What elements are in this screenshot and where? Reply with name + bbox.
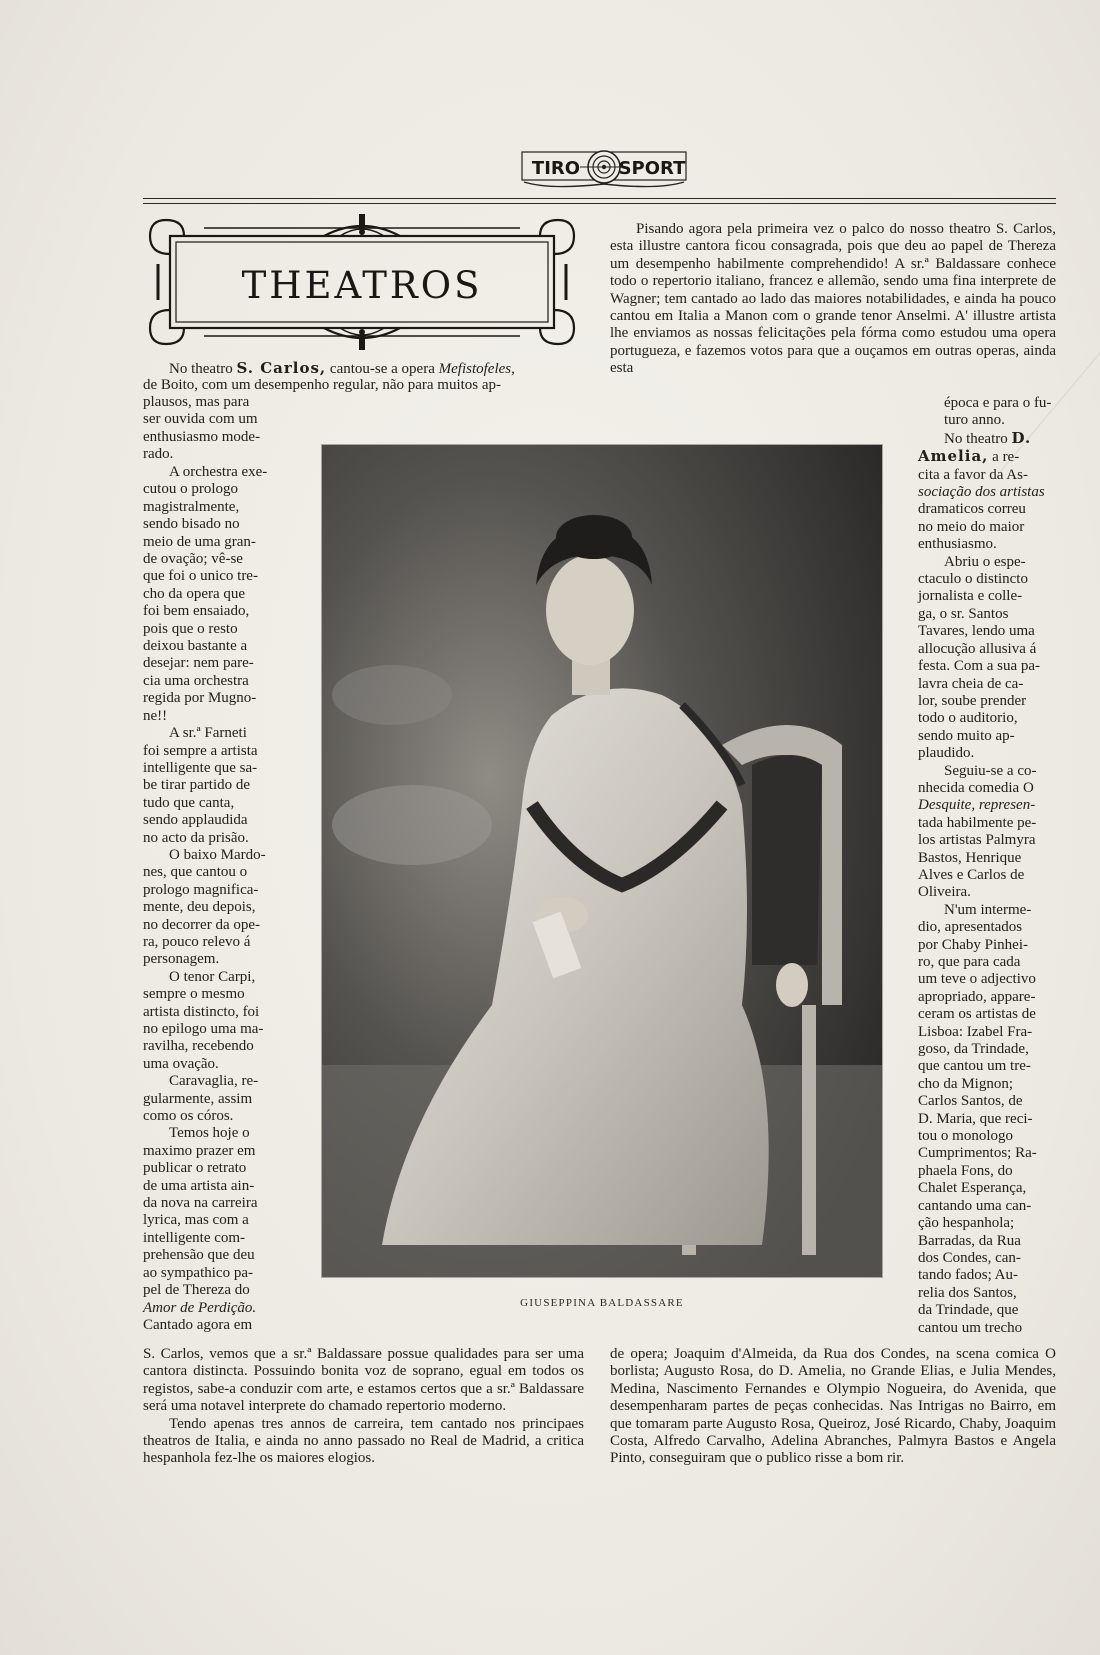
right-line: enthusiasmo. xyxy=(918,536,997,553)
left-line: maximo prazer em xyxy=(143,1142,256,1159)
portrait-photograph xyxy=(322,445,882,1277)
left-line: personagem. xyxy=(143,951,220,968)
right-line: Seguiu-se a co- xyxy=(944,762,1037,779)
left-line: sendo applaudida xyxy=(143,812,248,829)
left-line: ao sympathico pa- xyxy=(143,1264,253,1281)
left-line: deixou bastante a xyxy=(143,638,248,655)
right-line: no meio do maior xyxy=(918,518,1025,535)
left-line: ravilha, recebendo xyxy=(143,1038,254,1055)
right-line: um teve o adjectivo xyxy=(918,971,1036,988)
intro-first-line: cantou-se a opera Mefistofeles, xyxy=(326,361,515,377)
left-intro-cont: de Boito, com um desempenho regular, não para muitos ap- xyxy=(143,377,502,393)
left-line: pel de Thereza do xyxy=(143,1282,250,1299)
right-line: ctaculo o distincto xyxy=(918,571,1028,588)
section-title: THEATROS xyxy=(241,264,483,307)
left-line: sendo bisado no xyxy=(143,516,240,533)
left-line: como os córos. xyxy=(143,1108,234,1125)
right-line: lavra cheia de ca- xyxy=(918,675,1024,692)
left-line: prehensão que deu xyxy=(143,1247,255,1264)
left-line: cia uma orchestra xyxy=(143,672,249,689)
left-line: gularmente, assim xyxy=(143,1090,253,1107)
left-line: cho da opera que xyxy=(143,585,246,602)
left-line: magistralmente, xyxy=(143,498,240,515)
right-line: sociação dos artistas xyxy=(918,484,1045,501)
left-intro-paragraph xyxy=(143,360,584,378)
left-line: mente, deu depois, xyxy=(143,899,256,916)
left-line: no epilogo uma ma- xyxy=(143,1021,264,1037)
left-narrow-lines xyxy=(143,464,283,1334)
left-line: pois que o resto xyxy=(143,620,238,637)
right-line: goso, da Trindade, xyxy=(918,1041,1029,1058)
intro-pre: No theatro xyxy=(169,361,233,377)
right-line: Chalet Esperança, xyxy=(918,1180,1027,1197)
right-line: ceram os artistas de xyxy=(918,1006,1036,1023)
right-line: ção hespanhola; xyxy=(918,1215,1015,1232)
left-line: ra, pouco relevo á xyxy=(143,933,251,950)
right-line: jornalista e colle- xyxy=(918,588,1023,605)
header-rule-thick xyxy=(143,198,1056,199)
left-line: tudo que canta, xyxy=(143,794,235,811)
right-line: ro, que para cada xyxy=(918,954,1021,970)
masthead-emblem xyxy=(520,146,688,190)
right-line: cantou um trecho xyxy=(918,1319,1023,1336)
masthead-left-word: TIRO xyxy=(531,158,581,179)
right-line: plaudido. xyxy=(918,745,975,762)
right-line: cantando uma can- xyxy=(918,1197,1032,1214)
right-line: tada habilmente pe- xyxy=(918,814,1037,831)
left-line: regida por Mugno- xyxy=(143,690,257,707)
left-line: cutou o prologo xyxy=(143,481,238,498)
right-line: sendo muito ap- xyxy=(918,727,1015,744)
left-line: A orchestra exe- xyxy=(169,464,268,480)
venue-amelia: Amelia, xyxy=(918,447,989,466)
right-bottom-text xyxy=(610,1346,1056,1468)
right-line: por Chaby Pinhei- xyxy=(918,936,1028,953)
left-line: de ovação; vê-se xyxy=(143,551,243,568)
header-rule-thin xyxy=(143,203,1056,204)
section-title-box xyxy=(144,214,580,350)
right-top-text xyxy=(610,221,1056,378)
right-line: apropriado, appare- xyxy=(918,988,1036,1005)
right-line: Tavares, lendo uma xyxy=(918,623,1035,640)
right-line: da Trindade, que xyxy=(918,1302,1019,1319)
right-bottom-paragraph: de opera; Joaquim d'Almeida, da Rua dos Condes, na scena comica O borlista; Augusto Rosa, do D. Amelia, no Grande Elias, e Julia Mendes, Medina, Nascimento Fernandes e Olympio Nogueira, do Avenida, que desempenharam partes de peças conhecidas. Nas Intrigas no Bairro, em que tomaram parte Augusto Rosa, Queiroz, José Ricardo, Chaby, Joaquim Costa, Alfredo Carvalho, Adelina Abranches, Palmyra Bastos e Angela Pinto, conseguiram que o publico risse a bom rir. xyxy=(610,1346,1056,1467)
right-line: lor, soube prender xyxy=(918,692,1027,709)
left-narrow-column: plausos, mas para ser ouvida com um enthusiasmo mode- rado. xyxy=(143,394,261,463)
left-line: nes, que cantou o xyxy=(143,864,248,881)
left-line: intelligente com- xyxy=(143,1229,246,1246)
right-line: cho da Mignon; xyxy=(918,1075,1013,1092)
left-line: foi bem ensaiado, xyxy=(143,603,250,620)
left-line: lyrica, mas com a xyxy=(143,1212,249,1229)
right-line: los artistas Palmyra xyxy=(918,832,1036,849)
right-line: turo anno. xyxy=(944,412,1005,429)
left-line: A sr.ª Farneti xyxy=(169,725,247,742)
right-line: época e para o fu- xyxy=(944,395,1052,411)
left-line: publicar o retrato xyxy=(143,1160,247,1177)
right-line: Bastos, Henrique xyxy=(918,849,1022,866)
left-line: Temos hoje o xyxy=(169,1125,250,1142)
right-line: Abriu o espe- xyxy=(944,553,1026,570)
left-line: da nova na carreira xyxy=(143,1195,258,1212)
right-line: Lisboa: Izabel Fra- xyxy=(918,1023,1033,1040)
right-line: D. Maria, que reci- xyxy=(918,1110,1033,1127)
venue-s-carlos: S. Carlos, xyxy=(236,359,327,377)
left-line: no acto da prisão. xyxy=(143,829,249,846)
left-line: O baixo Mardo- xyxy=(169,846,266,863)
left-line: foi sempre a artista xyxy=(143,742,258,759)
left-line: desejar: nem pare- xyxy=(143,655,254,672)
photo-caption: GIUSEPPINA BALDASSARE xyxy=(520,1297,684,1309)
right-line: N'um interme- xyxy=(944,901,1032,918)
left-line: de uma artista ain- xyxy=(143,1177,255,1194)
right-line: No theatro xyxy=(944,430,1008,447)
left-line: ne!! xyxy=(143,707,168,724)
left-bottom-paragraph-2: Tendo apenas tres annos de carreira, tem cantado nos principaes theatros de Italia, e ainda no anno passado no Real de Madrid, a critica hespanhola fez-lhe os maiores elogios. xyxy=(143,1415,584,1467)
left-line: Caravaglia, re- xyxy=(169,1073,259,1090)
right-line: Cumprimentos; Ra- xyxy=(918,1145,1037,1162)
left-line: intelligente que sa- xyxy=(143,759,258,776)
right-line: dio, apresentados xyxy=(918,919,1023,936)
left-line: no decorrer da ope- xyxy=(143,916,261,933)
right-line: nhecida comedia O xyxy=(918,779,1034,796)
right-line: todo o auditorio, xyxy=(918,710,1018,727)
right-line: ga, o sr. Santos xyxy=(918,605,1009,622)
right-line: allocução allusiva á xyxy=(918,640,1037,657)
right-narrow-column xyxy=(918,395,1056,1337)
right-line: Barradas, da Rua xyxy=(918,1232,1021,1249)
right-line: festa. Com a sua pa- xyxy=(918,658,1041,675)
left-line: be tirar partido de xyxy=(143,777,251,794)
right-top-paragraph: Pisando agora pela primeira vez o palco do nosso theatro S. Carlos, esta illustre cantora ficou consagrada, pois que deu ao papel de Thereza um desempenho habilmente comprehendido! A sr.ª Baldassare conhece todo o repertorio italiano, francez e allemão, sendo uma fina interprete de Wagner; tem cantado ao lado das maiores notabilidades, e ainda ha pouco cantou em Italia a Manon com o grande tenor Anselmi. A' illustre artista lhe enviamos as nossas felicitações pela fórma como estudou uma opera portugueza, e fazemos votos para que a ouçamos em outras operas, ainda esta xyxy=(610,221,1056,377)
right-line: relia dos Santos, xyxy=(918,1284,1017,1301)
left-line: que foi o unico tre- xyxy=(143,568,258,585)
right-line: phaela Fons, do xyxy=(918,1162,1013,1179)
left-line: sempre o mesmo xyxy=(143,986,245,1003)
left-line: O tenor Carpi, xyxy=(169,968,256,985)
right-line: Carlos Santos, de xyxy=(918,1093,1023,1110)
right-line: tando fados; Au- xyxy=(918,1267,1018,1284)
portrait-image xyxy=(322,445,882,1277)
left-bottom-paragraph: S. Carlos, vemos que a sr.ª Baldassare possue qualidades para ser uma cantora distincta. Possuindo bonita voz de soprano, egual em todos os registos, sabe-a conduzir com arte, e estamos certos que a sr.ª Baldassare será uma notavel interprete do chamado repertorio moderno. xyxy=(143,1346,584,1415)
left-line: Cantado agora em xyxy=(143,1316,253,1333)
left-bottom-text xyxy=(143,1346,584,1468)
right-line: Alves e Carlos de xyxy=(918,866,1025,883)
right-line: dos Condes, can- xyxy=(918,1249,1021,1266)
right-line: cita a favor da As- xyxy=(918,466,1028,483)
right-line: Desquite, represen- xyxy=(918,797,1036,814)
venue-d: D. xyxy=(1011,428,1032,447)
right-line: que cantou um tre- xyxy=(918,1058,1031,1075)
left-line: uma ovação. xyxy=(143,1055,219,1072)
left-line: artista distincto, foi xyxy=(143,1003,260,1020)
left-line: meio de uma gran- xyxy=(143,533,256,550)
right-line: dramaticos correu xyxy=(918,501,1026,518)
right-line: Oliveira. xyxy=(918,884,971,901)
masthead-right-word: SPORT xyxy=(618,158,686,179)
left-line: Amor de Perdição. xyxy=(143,1299,257,1316)
right-line: a re- xyxy=(988,449,1020,466)
left-line: prologo magnifica- xyxy=(143,881,259,898)
right-line: tou o monologo xyxy=(918,1128,1014,1145)
